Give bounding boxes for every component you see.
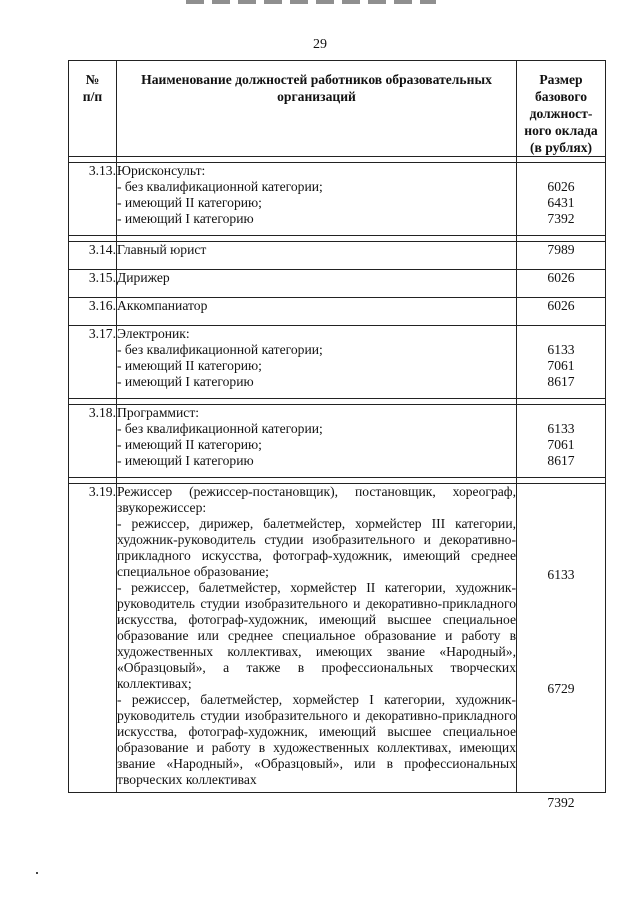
table-row xyxy=(69,405,606,478)
row-number: 3.18. xyxy=(69,405,117,478)
table-row xyxy=(69,484,606,793)
category-item: - без квалификационной категории; xyxy=(117,421,323,436)
salary-value: 6431 xyxy=(547,195,575,210)
salary-cell xyxy=(517,484,606,810)
scan-dot xyxy=(36,872,38,874)
category-item: - режиссер, балетмейстер, хормейстер II категории, художник-руководитель студии изобразительного и декоративно-прикладного искусства, фотограф-художник, имеющий высшее специальное образование или среднее специальное образование и работу в художественных коллективах, имеющих звание «Народный», «Образцовый», а также в профессиональных творческих коллективах; xyxy=(117,580,516,691)
category-item: - имеющий II категорию; xyxy=(117,195,262,210)
position-name xyxy=(117,298,517,326)
category-item: - имеющий II категорию; xyxy=(117,358,262,373)
row-number: 3.16. xyxy=(69,298,117,326)
table-row xyxy=(69,298,606,326)
position-title: Электроник: xyxy=(117,326,190,341)
row-number: 3.14. xyxy=(69,242,117,270)
position-name xyxy=(117,405,517,478)
salary-value: 6026 xyxy=(547,298,575,313)
salary-value: 6026 xyxy=(547,270,575,285)
salary-value: 6729 xyxy=(547,681,575,696)
category-item: - имеющий II категорию; xyxy=(117,437,262,452)
salary-value: 7061 xyxy=(547,437,575,452)
salary-value: 8617 xyxy=(547,453,575,468)
position-title: Аккомпаниатор xyxy=(117,298,208,313)
row-number: 3.19. xyxy=(69,484,117,793)
salary-cell xyxy=(517,242,606,270)
salary-cell xyxy=(517,270,606,298)
category-item: - имеющий I категорию xyxy=(117,453,254,468)
salary-value: 7061 xyxy=(547,358,575,373)
table-row xyxy=(69,242,606,270)
header-name: Наименование должностей работников образовательных организаций xyxy=(117,61,517,157)
salary-cell xyxy=(517,298,606,326)
salary-value: 6133 xyxy=(547,342,575,357)
salary-value: 7392 xyxy=(547,795,575,810)
table-row xyxy=(69,163,606,236)
salary-value: 7989 xyxy=(547,242,575,257)
position-name xyxy=(117,484,517,793)
position-title: Главный юрист xyxy=(117,242,207,257)
salary-value: 6026 xyxy=(547,179,575,194)
position-name xyxy=(117,270,517,298)
category-item: - без квалификационной категории; xyxy=(117,342,323,357)
salary-table xyxy=(68,60,606,810)
position-title: Режиссер (режиссер-постановщик), постановщик, хореограф, звукорежиссер: xyxy=(117,484,516,515)
salary-cell xyxy=(517,163,606,236)
category-item: - режиссер, балетмейстер, хормейстер I категории, художник-руководитель студии изобразительного и декоративно-прикладного искусства, фотограф-художник, имеющий высшее специальное образование и работу в художественных коллективах, имеющих звание «Народный», «Образцовый», или в профессиональных творческих коллективах xyxy=(117,692,516,787)
scan-artifact xyxy=(186,0,436,4)
table-row xyxy=(69,326,606,399)
table-row xyxy=(69,270,606,298)
salary-cell xyxy=(517,405,606,478)
category-item: - имеющий I категорию xyxy=(117,374,254,389)
position-name xyxy=(117,326,517,399)
table-header-row xyxy=(69,61,606,157)
position-title: Дирижер xyxy=(117,270,170,285)
position-name xyxy=(117,242,517,270)
category-item: - режиссер, дирижер, балетмейстер, хормейстер III категории, художник-руководитель студии изобразительного и декоративно-прикладного искусства, фотограф-художник, имеющий среднее специальное образование; xyxy=(117,516,516,579)
position-title: Юрисконсульт: xyxy=(117,163,206,178)
category-item: - имеющий I категорию xyxy=(117,211,254,226)
salary-value: 6133 xyxy=(547,567,575,582)
header-num: № п/п xyxy=(69,61,117,157)
page-number: 29 xyxy=(313,37,327,52)
salary-value: 8617 xyxy=(547,374,575,389)
header-pay: Размер базового должност-ного оклада (в рублях) xyxy=(517,61,606,157)
salary-value: 6133 xyxy=(547,421,575,436)
category-item: - без квалификационной категории; xyxy=(117,179,323,194)
salary-value: 7392 xyxy=(547,211,575,226)
row-number: 3.17. xyxy=(69,326,117,399)
position-name xyxy=(117,163,517,236)
salary-cell xyxy=(517,326,606,399)
row-number: 3.15. xyxy=(69,270,117,298)
position-title: Программист: xyxy=(117,405,200,420)
row-number: 3.13. xyxy=(69,163,117,236)
